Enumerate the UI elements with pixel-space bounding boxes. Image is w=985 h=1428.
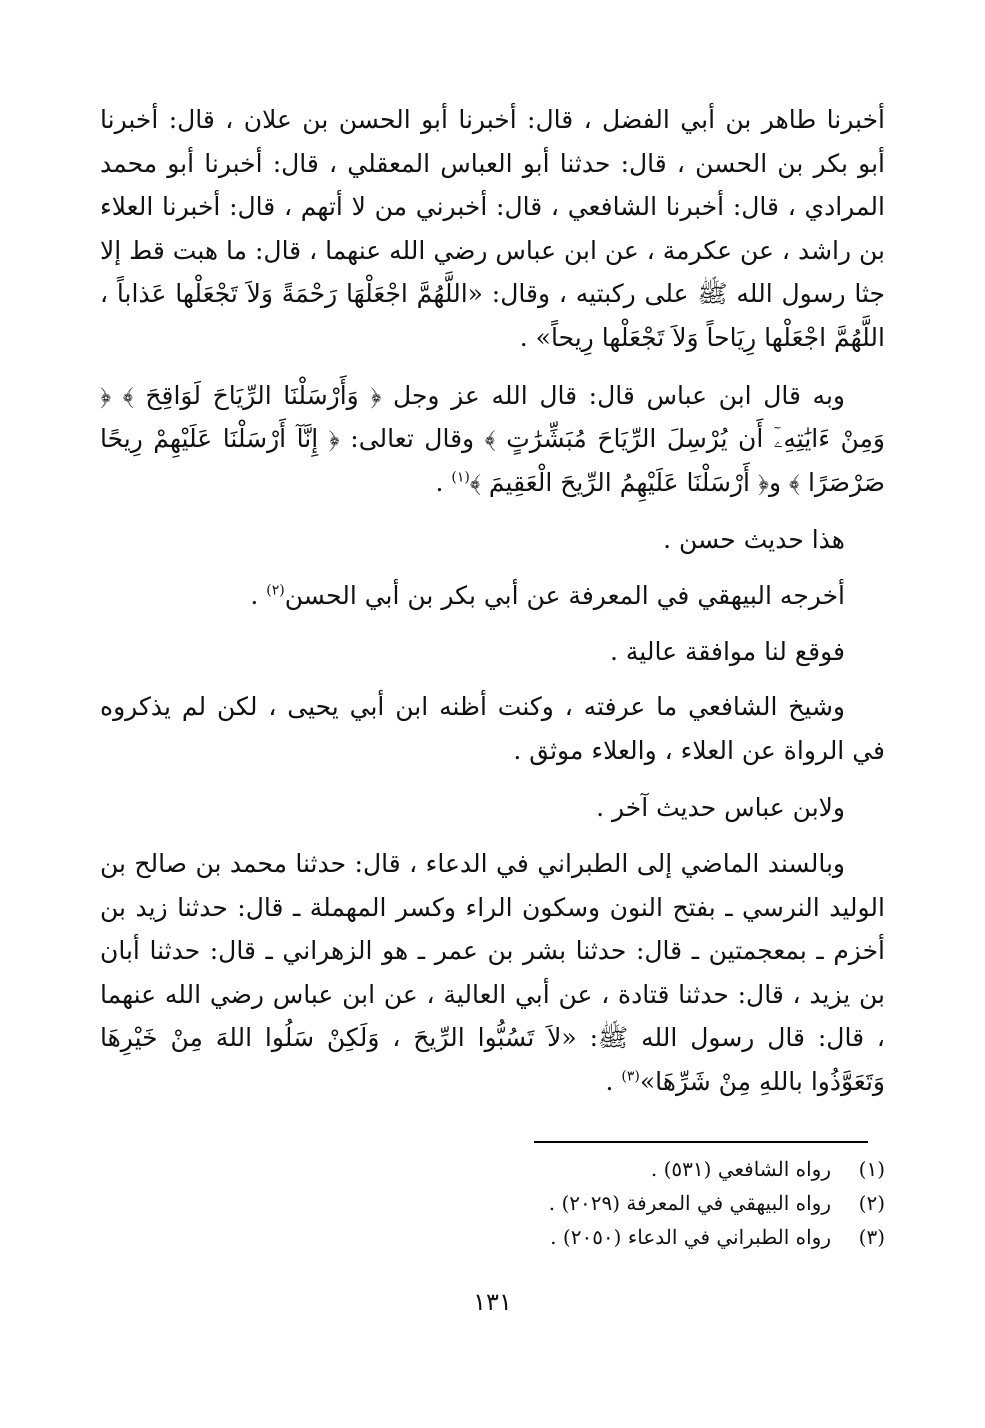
paragraph-2-text: وبه قال ابن عباس قال: قال الله عز وجل ﴿ وَأَرْسَلْنَا الرِّيَاحَ لَوَاقِحَ ﴾ ﴿ وَمِنْ ءَايَٰتِهِۦٓ أَن يُرْسِلَ الرِّيَاحَ مُبَشِّرَٰتٍ ﴾ وقال تعالى: ﴿ إِنَّآ أَرْسَلْنَا عَلَيْهِمْ رِيحًا صَرْصَرًا ﴾ و﴿ أَرْسَلْنَا عَلَيْهِمُ الرِّيحَ الْعَقِيمَ ﴾ (100, 380, 885, 497)
footnote-text: رواه البيهقي في المعرفة (٢٠٢٩) . (548, 1191, 831, 1215)
footnotes (549, 1152, 885, 1254)
footnote-number: (٣) (858, 1225, 885, 1249)
paragraph-2-end: . (435, 467, 452, 497)
paragraph-3-text: هذا حديث حسن . (663, 525, 845, 555)
paragraph-7-text: ولابن عباس حديث آخر . (596, 793, 845, 823)
footnote-number: (١) (858, 1157, 885, 1181)
paragraph-4-end: . (250, 580, 267, 610)
footnote-ref-1: (١) (451, 469, 470, 486)
footnote-number: (٢) (858, 1191, 885, 1215)
footnote-ref-2: (٢) (266, 582, 285, 599)
paragraph-8-text: وبالسند الماضي إلى الطبراني في الدعاء ، قال: حدثنا محمد بن صالح بن الوليد النرسي ـ بفتح النون وسكون الراء وكسر المهملة ـ قال: حدثنا زيد بن أخزم ـ بمعجمتين ـ قال: حدثنا بشر بن عمر ـ هو الزهراني ـ قال: حدثنا أبان بن يزيد ، قال: حدثنا قتادة ، عن أبي العالية ، عن ابن عباس رضي الله عنهما ، قال: قال رسول الله ﷺ: «لاَ تَسُبُّوا الرِّيحَ ، وَلَكِنْ سَلُوا اللهَ مِنْ خَيْرِهَا وَتَعَوَّذُوا باللهِ مِنْ شَرِّهَا» (100, 848, 885, 1096)
paragraph-1-text: أخبرنا طاهر بن أبي الفضل ، قال: أخبرنا أبو الحسن بن علان ، قال: أخبرنا أبو بكر بن الحسن ، قال: حدثنا أبو العباس المعقلي ، قال: أخبرنا أبو محمد المرادي ، قال: أخبرنا الشافعي ، قال: أخبرني من لا أتهم ، قال: أخبرنا العلاء بن راشد ، عن عكرمة ، عن ابن عباس رضي الله عنهما ، قال: ما هبت قط إلا جثا رسول الله ﷺ على ركبتيه ، وقال: «اللَّهُمَّ اجْعَلْهَا رَحْمَةً وَلاَ تَجْعَلْها عَذاباً ، اللَّهُمَّ اجْعَلْها رِيَاحاً وَلاَ تَجْعَلْها رِيحاً» . (100, 105, 885, 352)
paragraph-2 (100, 374, 885, 505)
footnote-ref-3: (٣) (621, 1068, 640, 1085)
paragraph-6 (100, 685, 885, 772)
page-number: ١٣١ (473, 1288, 512, 1316)
paragraph-5-text: فوقع لنا موافقة عالية . (610, 636, 845, 666)
footnote-text: رواه الشافعي (٥٣١) . (650, 1157, 831, 1181)
paragraph-4-text: أخرجه البيهقي في المعرفة عن أبي بكر بن أبي الحسن (284, 580, 845, 610)
footnote-separator (534, 1141, 868, 1143)
footnote-2 (549, 1186, 885, 1220)
paragraph-7 (100, 786, 885, 830)
paragraph-4 (100, 574, 885, 618)
footnote-1 (549, 1152, 885, 1186)
paragraph-1 (100, 98, 885, 360)
paragraph-8-end: . (605, 1066, 622, 1096)
paragraph-8 (100, 842, 885, 1104)
footnote-3 (549, 1220, 885, 1254)
footnote-text: رواه الطبراني في الدعاء (٢٠٥٠) . (550, 1225, 831, 1249)
paragraph-5 (100, 630, 885, 674)
paragraph-3 (100, 518, 885, 562)
paragraph-6-text: وشيخ الشافعي ما عرفته ، وكنت أظنه ابن أبي يحيى ، لكن لم يذكروه في الرواة عن العلاء ، والعلاء موثق . (100, 692, 885, 765)
